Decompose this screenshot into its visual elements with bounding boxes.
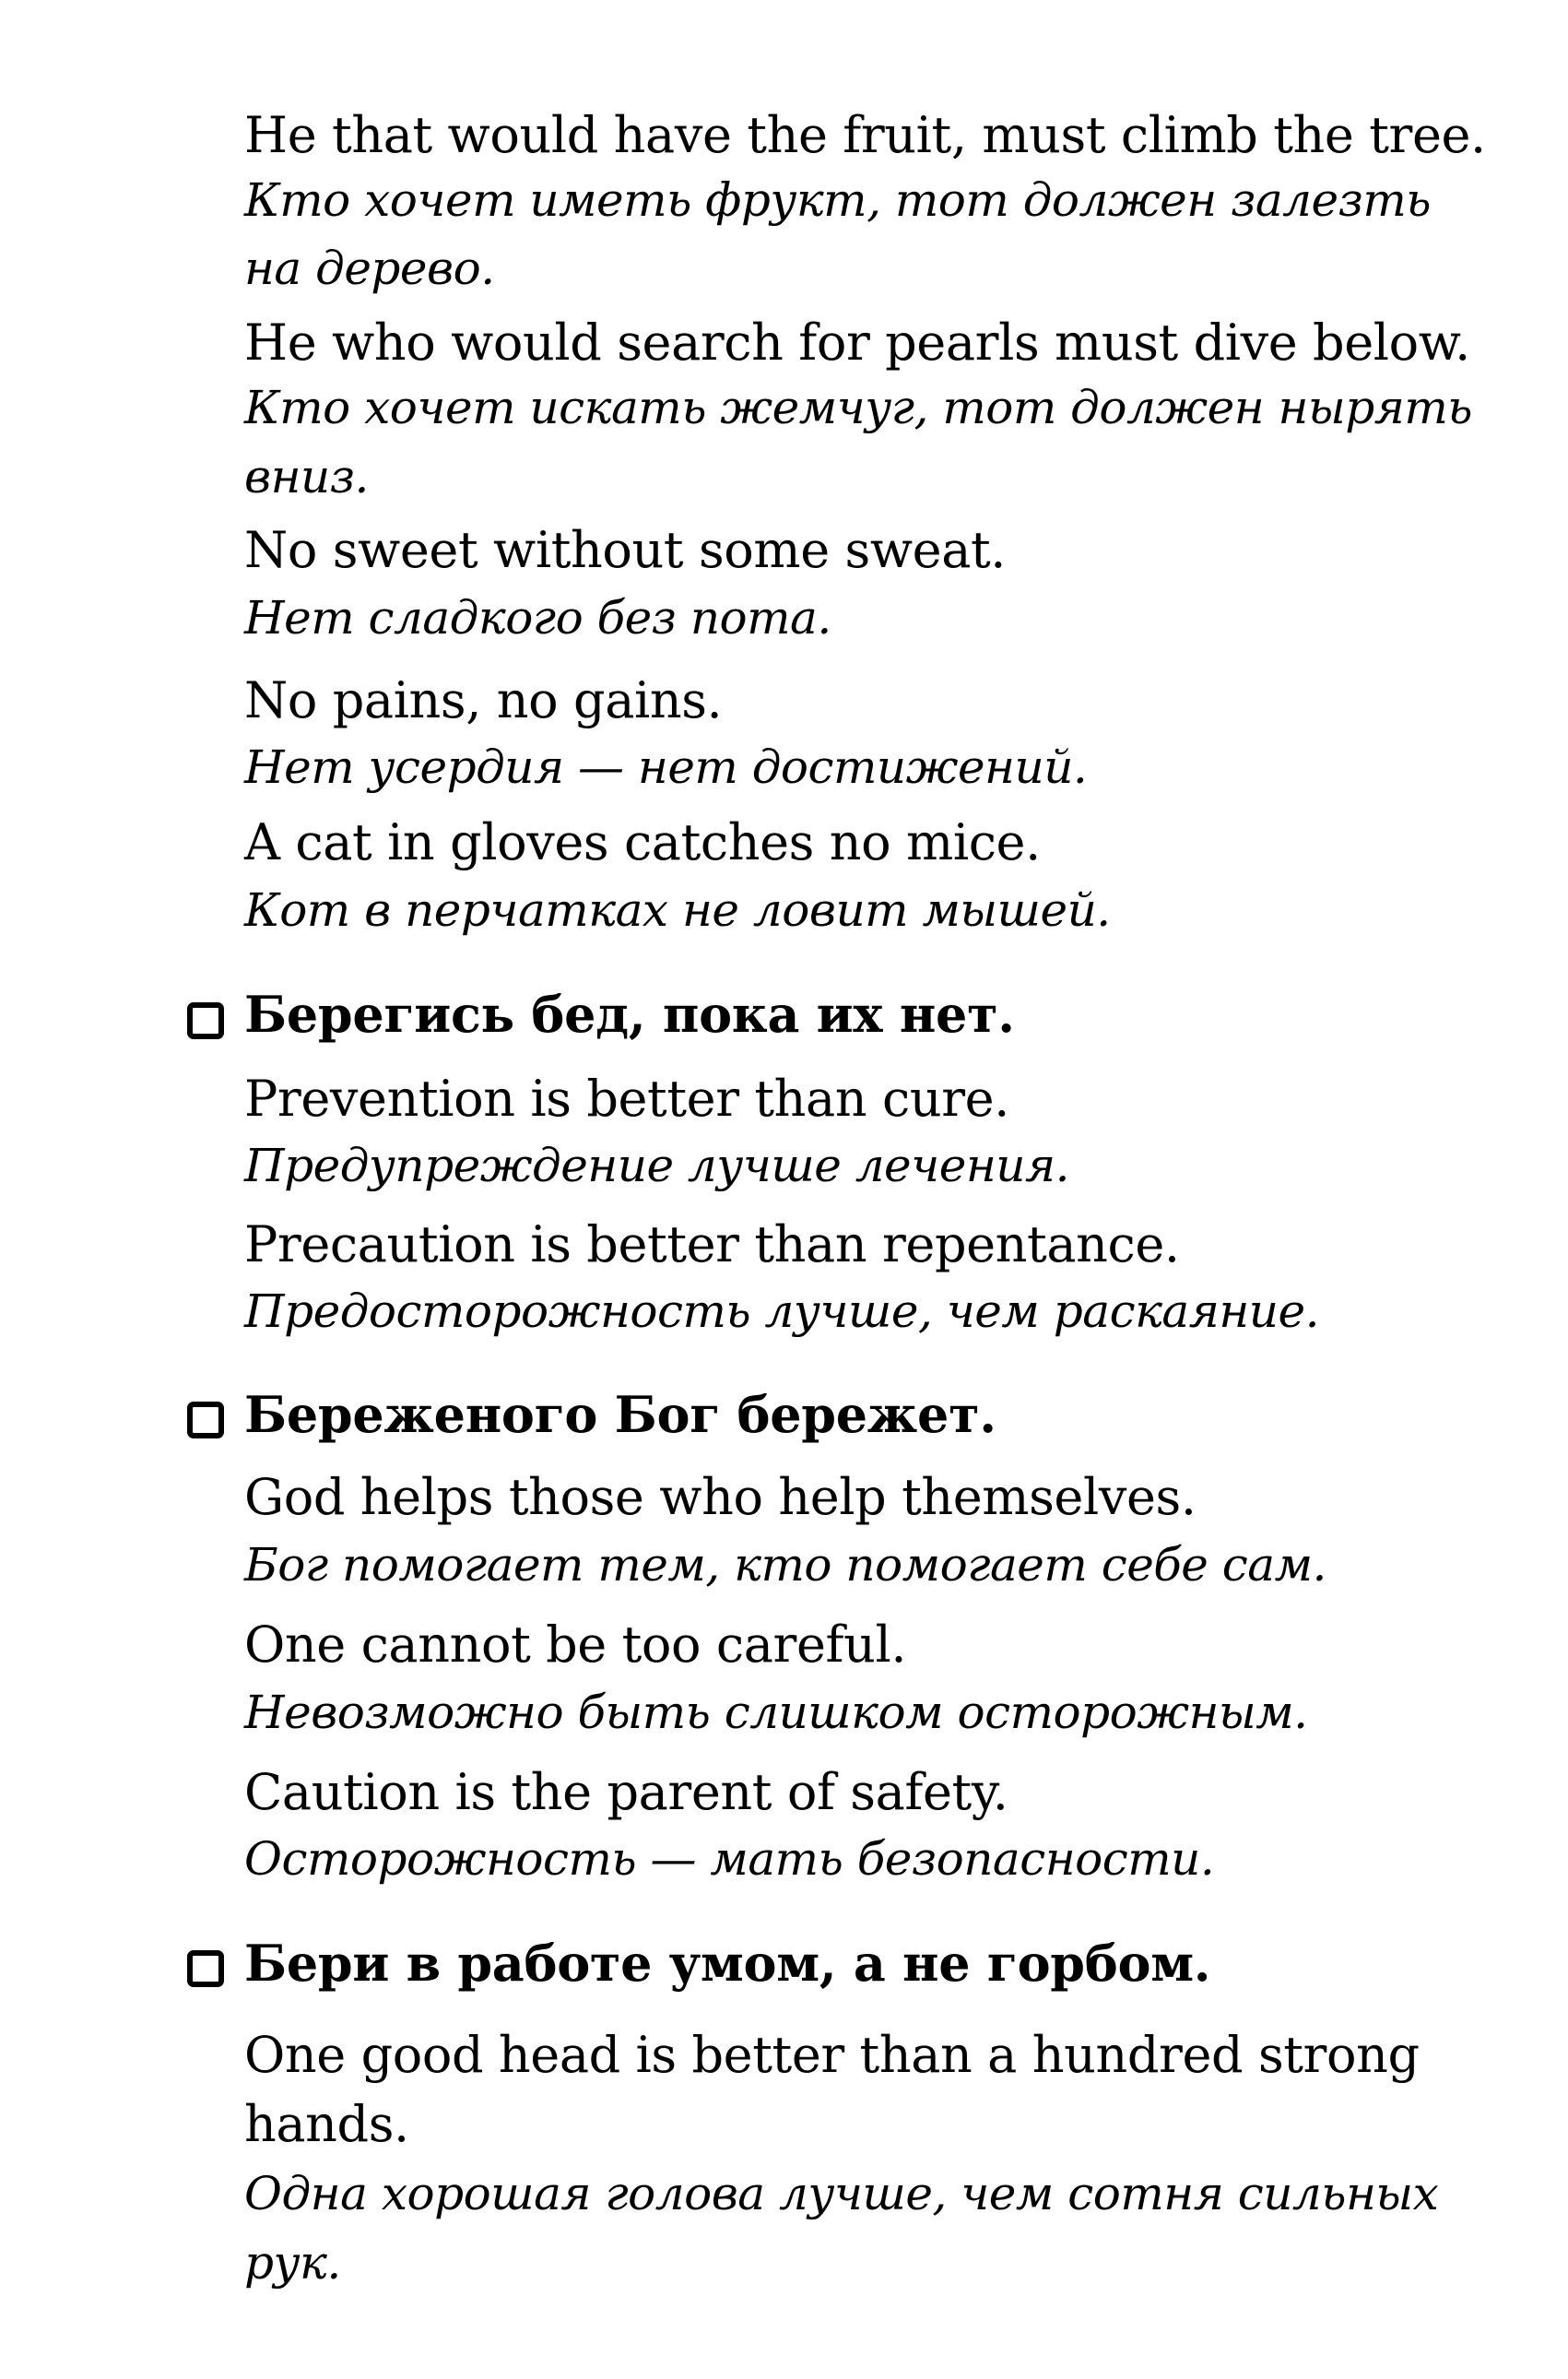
proverb-russian: Кто хочет искать жемчуг, тот должен нырять [244, 381, 1472, 434]
proverb-english: Precaution is better than repentance. [244, 1215, 1180, 1273]
proverb-russian: вниз. [244, 450, 369, 503]
proverb-russian: Кот в перчатках не ловит мышей. [244, 883, 1111, 937]
section-heading: Береженого Бог бережет. [244, 1385, 996, 1444]
proverb-english: He who would search for pearls must dive below. [244, 314, 1470, 372]
proverb-english: Caution is the parent of safety. [244, 1763, 1008, 1821]
checkbox-icon [187, 1002, 224, 1039]
proverb-english: He that would have the fruit, must climb the tree. [244, 106, 1486, 164]
proverb-russian: Осторожность — мать безопасности. [244, 1832, 1215, 1886]
proverb-english: A cat in gloves catches no mice. [244, 813, 1041, 871]
proverb-russian: Невозможно быть слишком осторожным. [244, 1686, 1308, 1739]
proverb-english: One good head is better than a hundred strong [244, 2026, 1420, 2084]
proverb-english: God helps those who help themselves. [244, 1468, 1197, 1526]
proverb-russian: Предупреждение лучше лечения. [244, 1139, 1069, 1192]
proverb-english: One cannot be too careful. [244, 1616, 907, 1674]
proverb-english: No pains, no gains. [244, 671, 723, 729]
proverb-russian: рук. [244, 2236, 341, 2290]
proverb-english: hands. [244, 2095, 409, 2153]
proverb-english: Prevention is better than cure. [244, 1070, 1009, 1128]
section-heading: Берегись бед, пока их нет. [244, 985, 1015, 1044]
checkbox-icon [187, 1402, 224, 1438]
proverb-english: No sweet without some sweat. [244, 521, 1007, 579]
proverb-russian: Предосторожность лучше, чем раскаяние. [244, 1284, 1319, 1338]
proverb-russian: Нет сладкого без пота. [244, 591, 831, 645]
proverb-russian: Одна хорошая голова лучше, чем сотня сильных [244, 2167, 1439, 2220]
proverb-russian: на дерево. [244, 242, 495, 295]
proverb-russian: Кто хочет иметь фрукт, тот должен залезть [244, 173, 1431, 227]
section-heading: Бери в работе умом, а не горбом. [244, 1934, 1211, 1993]
proverb-russian: Бог помогает тем, кто помогает себе сам. [244, 1538, 1326, 1592]
proverb-russian: Нет усердия — нет достижений. [244, 740, 1088, 794]
checkbox-icon [187, 1950, 224, 1987]
